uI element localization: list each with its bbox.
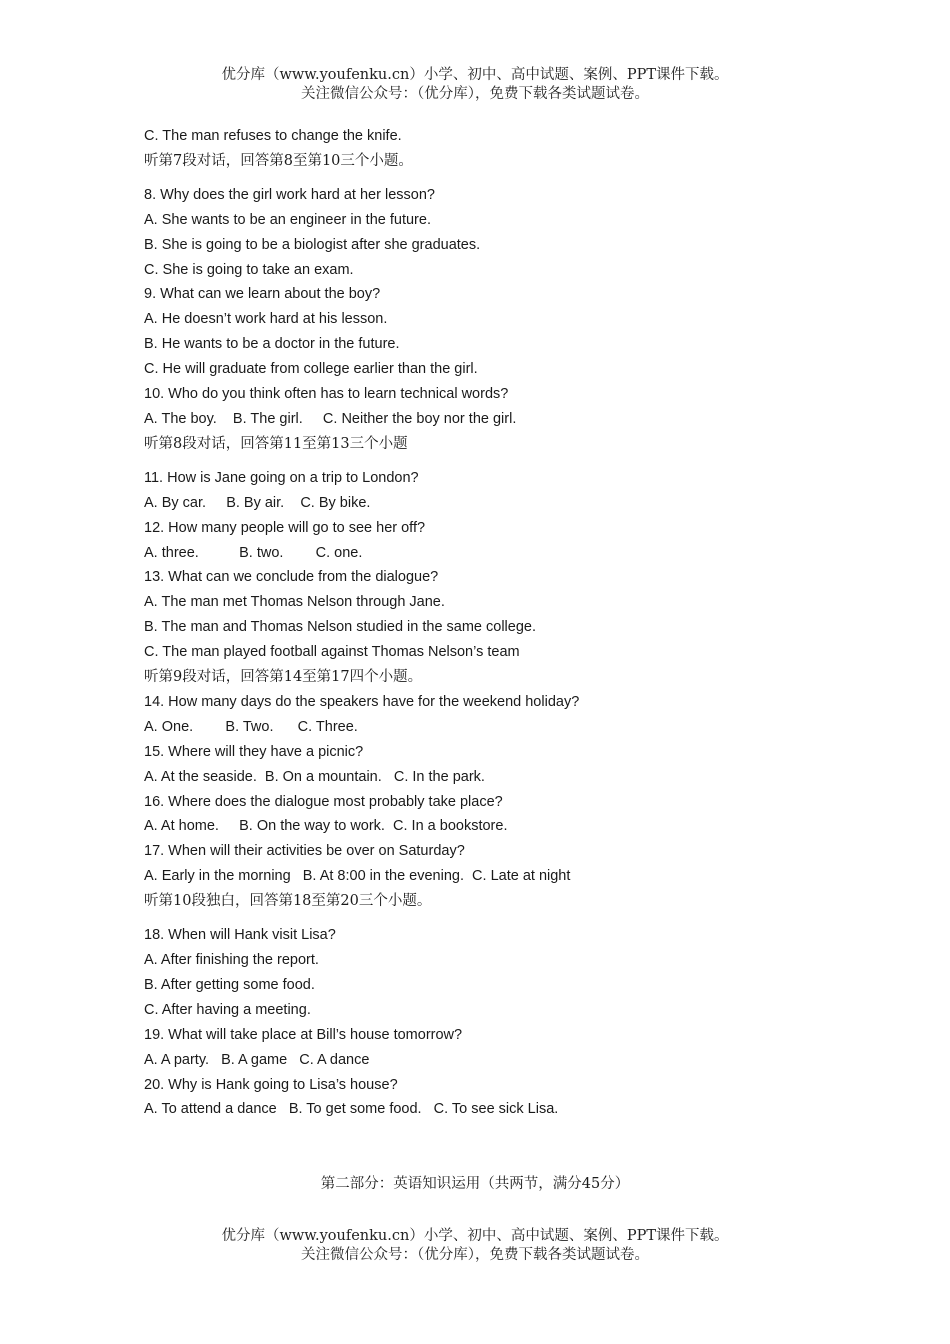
question: 20. Why is Hank going to Lisa’s house? — [144, 1076, 398, 1093]
page-footer — [0, 1227, 950, 1265]
answer-option: B. After getting some food. — [144, 976, 315, 993]
answer-option: C. She is going to take an exam. — [144, 261, 354, 278]
answer-options: A. The boy. B. The girl. C. Neither the boy nor the girl. — [144, 410, 517, 427]
answer-option: B. She is going to be a biologist after she graduates. — [144, 236, 481, 253]
question: 16. Where does the dialogue most probably take place? — [144, 793, 503, 810]
answer-option: C. The man refuses to change the knife. — [144, 128, 402, 144]
question: 14. How many days do the speakers have for the weekend holiday? — [144, 693, 580, 710]
answer-option: C. After having a meeting. — [144, 1001, 311, 1018]
question: 10. Who do you think often has to learn technical words? — [144, 386, 509, 403]
header-line-2: 关注微信公众号：（优分库），免费下载各类试题试卷。 — [301, 86, 649, 102]
answer-option: A. The man met Thomas Nelson through Jane. — [144, 594, 445, 611]
answer-options: A. To attend a dance B. To get some food. C. To see sick Lisa. — [144, 1101, 559, 1118]
answer-options: A. A party. B. A game C. A dance — [144, 1051, 370, 1068]
question: 19. What will take place at Bill’s house tomorrow? — [144, 1026, 463, 1043]
question: 18. When will Hank visit Lisa? — [144, 927, 336, 944]
answer-option: A. He doesn’t work hard at his lesson. — [144, 311, 388, 328]
question: 13. What can we conclude from the dialogue? — [144, 569, 439, 586]
question: 8. Why does the girl work hard at her lesson? — [144, 186, 435, 203]
question: 15. Where will they have a picnic? — [144, 743, 364, 760]
footer-line-2: 关注微信公众号：（优分库），免费下载各类试题试卷。 — [301, 1247, 649, 1263]
answer-option: C. He will graduate from college earlier than the girl. — [144, 361, 478, 378]
answer-options: A. three. B. two. C. one. — [144, 544, 363, 561]
answer-options: A. At the seaside. B. On a mountain. C. In the park. — [144, 768, 485, 785]
answer-option: C. The man played football against Thomas Nelson’s team — [144, 644, 520, 661]
answer-option: A. After finishing the report. — [144, 952, 319, 968]
question: 11. How is Jane going on a trip to London? — [144, 469, 419, 486]
answer-options: A. One. B. Two. C. Three. — [144, 718, 358, 735]
answer-options: A. Early in the morning B. At 8:00 in the evening. C. Late at night — [144, 868, 571, 885]
header-line-1: 优分库（www.youfenku.cn）小学、初中、高中试题、案例、PPT课件下载。 — [221, 67, 729, 83]
footer-line-1: 优分库（www.youfenku.cn）小学、初中、高中试题、案例、PPT课件下载。 — [221, 1228, 729, 1244]
answer-options: A. At home. B. On the way to work. C. In a bookstore. — [144, 818, 508, 835]
document-body — [144, 124, 844, 1122]
part-two-title: 第二部分：英语知识运用（共两节，满分45分） — [320, 1176, 630, 1192]
answer-option: B. The man and Thomas Nelson studied in the same college. — [144, 619, 536, 636]
question: 12. How many people will go to see her off? — [144, 519, 426, 536]
answer-options: A. By car. B. By air. C. By bike. — [144, 494, 371, 511]
section-instruction: 听第8段对话，回答第11至第13三个小题 — [144, 435, 408, 452]
section-instruction: 听第10段独白，回答第18至第20三个小题。 — [144, 893, 432, 910]
question: 9. What can we learn about the boy? — [144, 286, 381, 303]
answer-option: B. He wants to be a doctor in the future. — [144, 336, 400, 353]
question: 17. When will their activities be over on Saturday? — [144, 843, 465, 860]
answer-option: A. She wants to be an engineer in the future. — [144, 211, 431, 228]
section-instruction: 听第7段对话，回答第8至第10三个小题。 — [144, 152, 413, 169]
page-header — [0, 66, 950, 104]
section-instruction: 听第9段对话，回答第14至第17四个小题。 — [144, 669, 423, 686]
